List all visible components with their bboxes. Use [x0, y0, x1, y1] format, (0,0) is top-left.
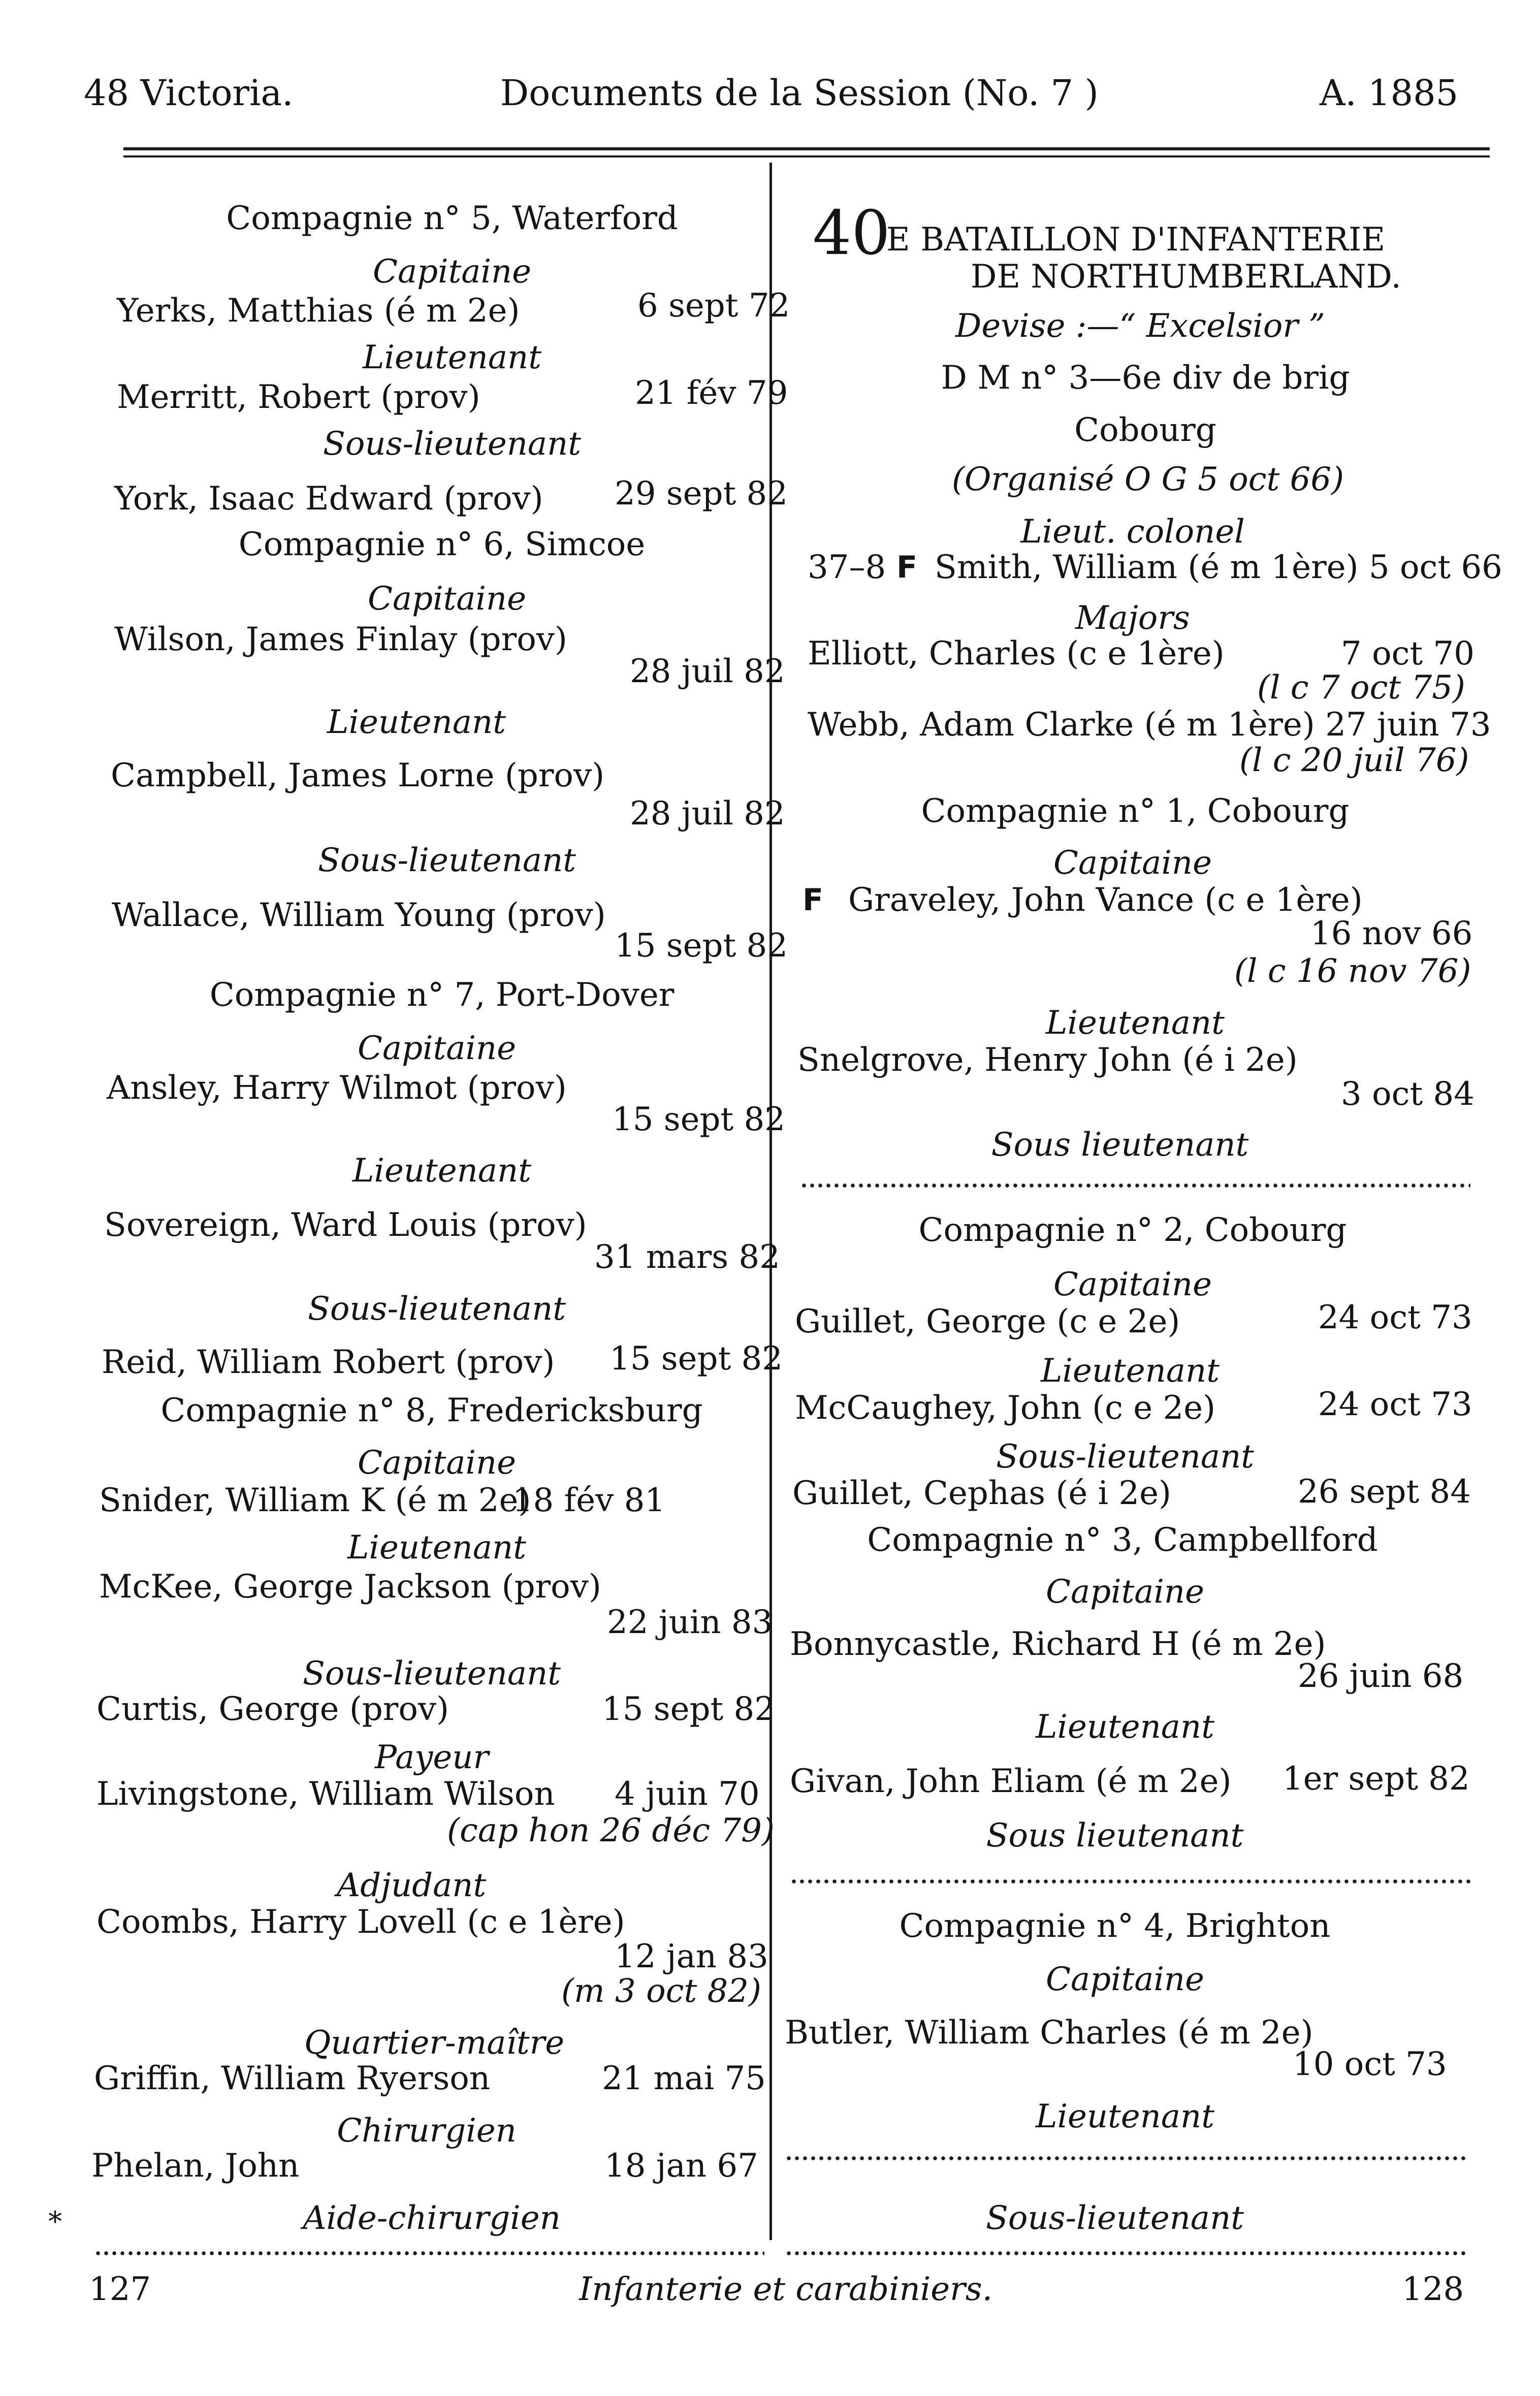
co5-heading: Compagnie n° 5, Waterford — [226, 200, 678, 237]
c2-capt-date: 24 oct 73 — [1318, 1299, 1472, 1336]
majors-title: Majors — [1075, 599, 1190, 637]
c3-heading: Compagnie n° 3, Campbellford — [867, 1521, 1378, 1559]
lc-prefix: 37–8 — [808, 549, 886, 586]
header-right: A. 1885 — [1320, 72, 1459, 114]
battalion-line1: E BATAILLON D'INFANTERIE — [886, 221, 1386, 259]
co5-sous-title: Sous-lieutenant — [323, 425, 581, 463]
co7-sous-date: 15 sept 82 — [609, 1340, 783, 1378]
co8-lieut-date: 22 juin 83 — [607, 1604, 773, 1641]
co6-lieut-title: Lieutenant — [327, 704, 506, 741]
co7-capt-name: Ansley, Harry Wilmot (prov) — [107, 1069, 567, 1107]
lc-mark: F — [896, 550, 917, 585]
co6-capt-date: 28 juil 82 — [630, 653, 785, 690]
co5-capt-date: 6 sept 72 — [637, 287, 790, 325]
footer-right: 128 — [1402, 2271, 1464, 2308]
organise: (Organisé O G 5 oct 66) — [951, 461, 1344, 498]
co8-sous-name: Curtis, George (prov) — [97, 1690, 449, 1728]
co5-capt-title: Capitaine — [373, 253, 531, 291]
right-dotted-rule — [785, 2251, 1465, 2255]
c4-heading: Compagnie n° 4, Brighton — [899, 1907, 1331, 1945]
co7-lieut-date: 31 mars 82 — [594, 1238, 780, 1276]
co7-sous-name: Reid, William Robert (prov) — [102, 1344, 555, 1381]
co7-lieut-name: Sovereign, Ward Louis (prov) — [104, 1206, 587, 1244]
major1-note: (l c 7 oct 75) — [1257, 669, 1465, 707]
major1-date: 7 oct 70 — [1341, 635, 1474, 673]
c1-heading: Compagnie n° 1, Cobourg — [921, 792, 1350, 830]
c3-lieut-date: 1er sept 82 — [1282, 1760, 1470, 1798]
town: Cobourg — [1074, 411, 1216, 449]
c1-lieut-date: 3 oct 84 — [1341, 1075, 1474, 1113]
adjudant-title: Adjudant — [336, 1867, 487, 1904]
c1-sous-title: Sous lieutenant — [991, 1126, 1249, 1164]
c3-dotted-rule — [790, 1879, 1470, 1883]
c2-capt-title: Capitaine — [1053, 1266, 1212, 1303]
header-rule-top — [123, 147, 1490, 150]
co5-lieut-date: 21 fév 79 — [635, 374, 788, 412]
co6-capt-title: Capitaine — [368, 580, 526, 618]
c4-capt-name: Butler, William Charles (é m 2e) — [785, 2014, 1313, 2052]
co8-lieut-title: Lieutenant — [347, 1529, 526, 1567]
co5-lieut-name: Merritt, Robert (prov) — [117, 378, 480, 416]
co6-lieut-name: Campbell, James Lorne (prov) — [111, 757, 605, 794]
c1-capt-title: Capitaine — [1053, 844, 1212, 882]
devise-text: Devise :—“ Excelsior ” — [955, 307, 1325, 345]
payeur-title: Payeur — [374, 1739, 489, 1776]
c4-capt-date: 10 oct 73 — [1293, 2046, 1447, 2083]
co6-lieut-date: 28 juil 82 — [630, 795, 785, 833]
margin-mark: ⁎ — [48, 2197, 62, 2229]
c1-capt-note: (l c 16 nov 76) — [1234, 952, 1471, 990]
payeur-name: Livingstone, William Wilson — [97, 1775, 555, 1813]
chir-title: Chirurgien — [337, 2112, 517, 2150]
left-dotted-rule — [94, 2251, 764, 2255]
column-divider — [769, 163, 772, 2240]
co8-sous-date: 15 sept 82 — [602, 1690, 775, 1728]
lc-title: Lieut. colonel — [1020, 513, 1245, 551]
qm-title: Quartier-maître — [304, 2024, 565, 2062]
c1-capt-date: 16 nov 66 — [1310, 915, 1473, 952]
co6-capt-name: Wilson, James Finlay (prov) — [114, 621, 567, 658]
c3-capt-title: Capitaine — [1046, 1573, 1204, 1611]
c2-lieut-date: 24 oct 73 — [1318, 1386, 1472, 1423]
co5-capt-name: Yerks, Matthias (é m 2e) — [117, 292, 520, 330]
major2-note: (l c 20 juil 76) — [1239, 742, 1469, 779]
c4-lieut-title: Lieutenant — [1036, 2098, 1214, 2135]
c1-lieut-name: Snelgrove, Henry John (é i 2e) — [797, 1041, 1298, 1079]
chir-name: Phelan, John — [91, 2147, 300, 2185]
c3-sous-title: Sous lieutenant — [986, 1817, 1244, 1855]
co8-lieut-name: McKee, George Jackson (prov) — [99, 1568, 601, 1606]
co8-capt-date: 18 fév 81 — [512, 1482, 665, 1519]
c4-sous-title: Sous-lieutenant — [986, 2199, 1244, 2237]
adjudant-name: Coombs, Harry Lovell (c e 1ère) — [97, 1903, 625, 1941]
adjudant-note: (m 3 oct 82) — [561, 1972, 761, 2010]
payeur-note: (cap hon 26 déc 79) — [447, 1812, 775, 1849]
c2-capt-name: Guillet, George (c e 2e) — [795, 1303, 1180, 1340]
battalion-number: 40 — [813, 198, 890, 269]
c1-dotted-rule — [800, 1184, 1470, 1188]
footer-left: 127 — [89, 2271, 151, 2308]
co8-capt-name: Snider, William K (é m 2e) — [99, 1482, 531, 1519]
header-left: 48 Victoria. — [84, 72, 294, 114]
qm-date: 21 mai 75 — [602, 2060, 766, 2097]
co7-capt-title: Capitaine — [358, 1030, 516, 1067]
aide-title: Aide-chirurgien — [303, 2199, 561, 2237]
c2-sous-name: Guillet, Cephas (é i 2e) — [792, 1475, 1171, 1512]
battalion-line2: DE NORTHUMBERLAND. — [971, 258, 1401, 296]
co6-sous-title: Sous-lieutenant — [318, 842, 576, 879]
co8-heading: Compagnie n° 8, Fredericksburg — [161, 1392, 703, 1429]
footer-center: Infanterie et carabiniers. — [579, 2271, 992, 2308]
co5-sous-date: 29 sept 82 — [615, 475, 788, 513]
payeur-date: 4 juin 70 — [615, 1775, 760, 1813]
c2-sous-title: Sous-lieutenant — [996, 1438, 1254, 1476]
c2-heading: Compagnie n° 2, Cobourg — [918, 1211, 1347, 1249]
c1-capt-name: Graveley, John Vance (c e 1ère) — [848, 881, 1363, 919]
co7-lieut-title: Lieutenant — [352, 1152, 531, 1190]
c1-capt-mark: F — [803, 882, 823, 918]
co8-capt-title: Capitaine — [358, 1444, 516, 1482]
co6-sous-date: 15 sept 82 — [615, 927, 788, 965]
c1-lieut-title: Lieutenant — [1046, 1004, 1225, 1042]
district: D M n° 3—6e div de brig — [941, 359, 1350, 397]
co6-sous-name: Wallace, William Young (prov) — [112, 897, 606, 934]
major2-name: Webb, Adam Clarke (é m 1ère) 27 juin 73 — [808, 706, 1491, 744]
qm-name: Griffin, William Ryerson — [94, 2060, 491, 2097]
c3-lieut-title: Lieutenant — [1036, 1708, 1214, 1746]
co5-sous-name: York, Isaac Edward (prov) — [114, 480, 543, 518]
co7-heading: Compagnie n° 7, Port-Dover — [209, 976, 675, 1014]
devise — [955, 307, 1325, 345]
c3-capt-name: Bonnycastle, Richard H (é m 2e) — [790, 1625, 1326, 1663]
header-rule-bottom — [123, 155, 1490, 157]
co8-sous-title: Sous-lieutenant — [303, 1655, 561, 1692]
c3-capt-date: 26 juin 68 — [1298, 1657, 1464, 1695]
chir-date: 18 jan 67 — [604, 2147, 758, 2185]
c2-sous-date: 26 sept 84 — [1298, 1473, 1471, 1511]
header-center: Documents de la Session (No. 7 ) — [500, 72, 1099, 114]
c4-capt-title: Capitaine — [1046, 1961, 1204, 1998]
c2-lieut-name: McCaughey, John (c e 2e) — [795, 1389, 1216, 1427]
c4-dotted-rule — [785, 2156, 1465, 2160]
c2-lieut-title: Lieutenant — [1041, 1352, 1220, 1390]
adjudant-date: 12 jan 83 — [615, 1938, 768, 1975]
co5-lieut-title: Lieutenant — [363, 339, 541, 376]
major1-name: Elliott, Charles (c e 1ère) — [808, 635, 1225, 673]
lc-name: Smith, William (é m 1ère) 5 oct 66 — [935, 549, 1502, 586]
co7-capt-date: 15 sept 82 — [612, 1101, 785, 1138]
co6-heading: Compagnie n° 6, Simcoe — [238, 526, 646, 563]
c3-lieut-name: Givan, John Eliam (é m 2e) — [790, 1763, 1232, 1800]
co7-sous-title: Sous-lieutenant — [308, 1290, 566, 1328]
